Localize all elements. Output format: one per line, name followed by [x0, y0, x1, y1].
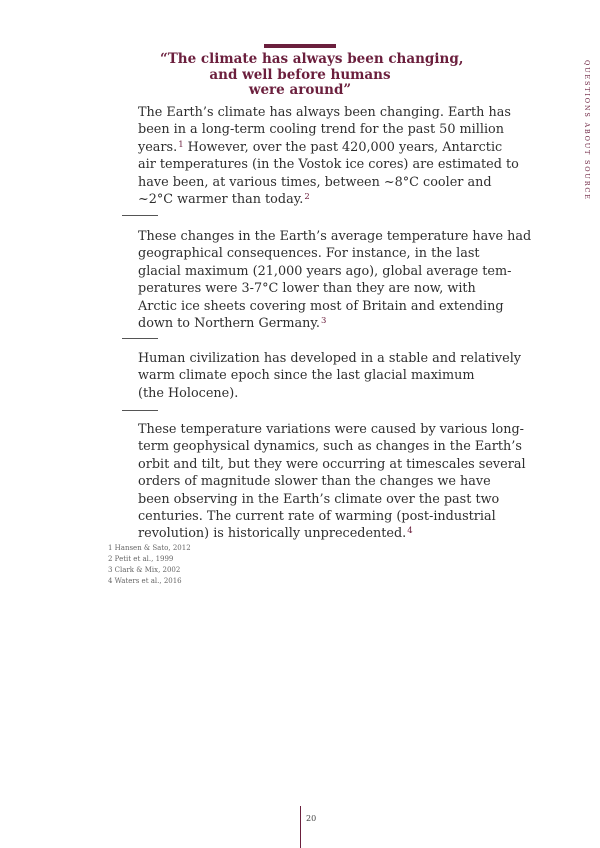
footnote-item: 3 Clark & Mix, 2002 — [108, 566, 181, 574]
page-number: 20 — [306, 814, 317, 823]
text-line: geographical consequences. For instance, in the last — [138, 246, 480, 262]
text-line: orders of magnitude slower than the changes we have — [138, 474, 491, 490]
text-line — [138, 139, 503, 156]
text-line: term geophysical dynamics, such as changes in the Earth’s — [138, 439, 522, 455]
title-line: and well before humans — [209, 66, 391, 83]
footnote-ref[interactable]: 3 — [321, 316, 327, 327]
text-span: years. — [138, 139, 178, 155]
footnotes — [108, 543, 191, 587]
text-line: air temperatures (in the Vostok ice cores) are estimated to — [138, 157, 519, 173]
text-line: have been, at various times, between ~8°C cooler and — [138, 174, 492, 190]
text-line: been observing in the Earth’s climate over the past two — [138, 491, 500, 507]
text-line: These temperature variations were caused by various long- — [138, 422, 524, 437]
page-title — [160, 51, 464, 99]
page-number-rule — [300, 806, 301, 848]
text-line: centuries. The current rate of warming (post-industrial — [138, 509, 496, 525]
title-accent-bar — [264, 44, 336, 48]
paragraph-3 — [138, 350, 522, 402]
text-line — [138, 191, 468, 208]
footnote-ref[interactable]: 1 — [178, 139, 184, 150]
text-line: Human civilization has developed in a stable and relatively — [138, 351, 522, 366]
text-span: However, over the past 420,000 years, Antarctic — [183, 139, 503, 155]
text-line: glacial maximum (21,000 years ago), global average tem- — [138, 263, 512, 279]
text-line: orbit and tilt, but they were occurring at timescales several — [138, 456, 526, 472]
paragraph-separator — [122, 338, 158, 339]
paragraph-2 — [138, 228, 532, 332]
paragraph-separator — [122, 215, 158, 216]
text-line: The Earth’s climate has always been changing. Earth has — [138, 105, 511, 120]
footnote-item: 1 Hansen & Sato, 2012 — [108, 544, 191, 552]
paragraph-1 — [138, 104, 519, 208]
paragraph-separator — [122, 410, 158, 411]
text-span: down to Northern Germany. — [138, 316, 320, 332]
text-span: revolution) is historically unprecedented. — [138, 526, 407, 542]
text-line: Arctic ice sheets covering most of Britain and extending — [138, 298, 504, 314]
paragraph-4 — [138, 421, 526, 543]
footnote-ref[interactable]: 2 — [304, 192, 310, 203]
text-line — [138, 315, 468, 332]
text-line: (the Holocene). — [138, 385, 239, 401]
footnote-item: 4 Waters et al., 2016 — [108, 577, 182, 585]
text-line: These changes in the Earth’s average temperature have had — [138, 229, 532, 244]
footnote-ref[interactable]: 4 — [407, 526, 413, 537]
title-line: were around” — [248, 82, 352, 98]
text-line: peratures were 3-7°C lower than they are now, with — [138, 281, 476, 297]
text-line — [138, 525, 468, 542]
section-label: QUESTIONS ABOUT SOURCE — [583, 60, 591, 201]
title-line: “The climate has always been changing, — [160, 51, 464, 67]
text-line: warm climate epoch since the last glacial maximum — [138, 368, 475, 384]
footnote-item: 2 Petit et al., 1999 — [108, 555, 174, 563]
text-line: been in a long-term cooling trend for the past 50 million — [138, 122, 504, 138]
text-span: ~2°C warmer than today. — [138, 192, 304, 208]
